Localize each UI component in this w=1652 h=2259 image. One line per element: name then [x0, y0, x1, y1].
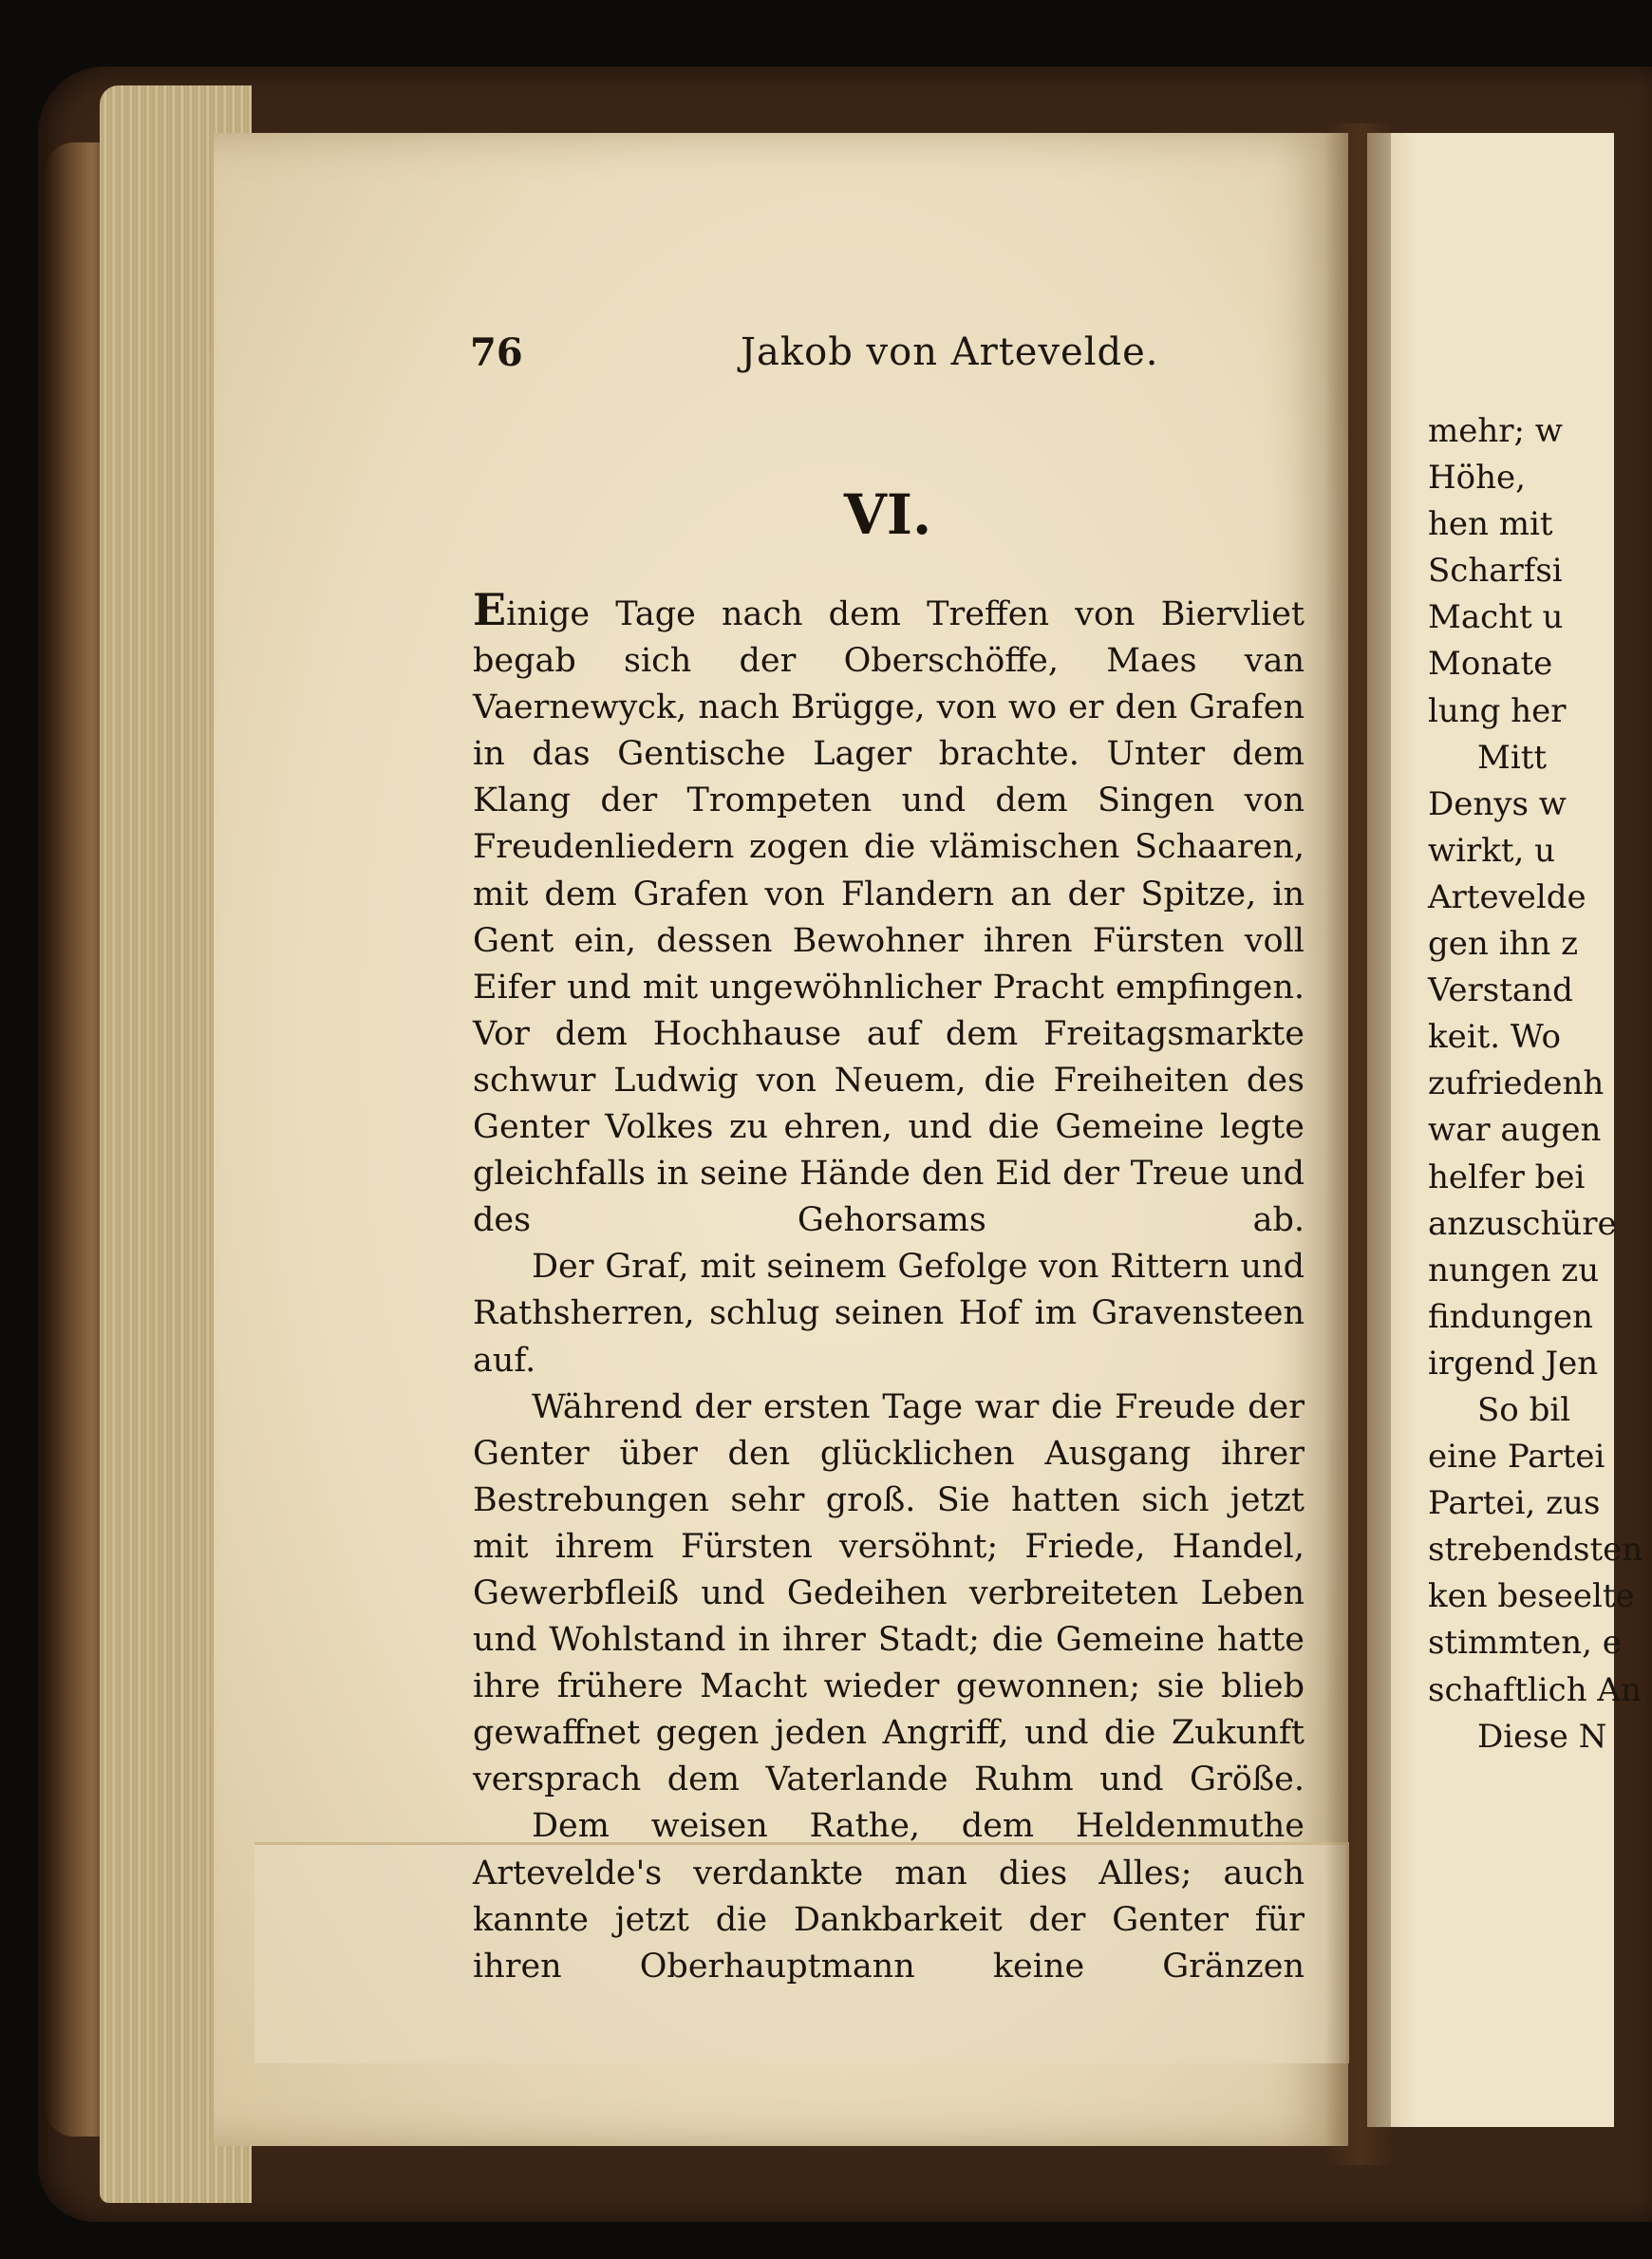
running-head: [470, 330, 1315, 387]
right-page-text: [1428, 408, 1643, 1760]
right-line: Höhe,: [1428, 459, 1526, 498]
right-line: Mitt: [1477, 738, 1548, 777]
right-line: lung her: [1428, 691, 1567, 730]
right-line: eine Partei: [1428, 1438, 1605, 1477]
book-gutter: [1324, 123, 1391, 2165]
right-line: Denys w: [1428, 784, 1567, 823]
right-line: hen mit: [1428, 505, 1553, 544]
right-line: findungen: [1428, 1297, 1593, 1336]
drop-cap: E: [473, 584, 507, 635]
right-line: schaftlich An: [1428, 1670, 1642, 1709]
paragraph-1-text: inige Tage nach dem Treffen von Biervliet begab sich der Oberschöffe, Maes van Vaernewyck, nach Brügge, von wo er den Grafen in das Gentische Lager brachte. Unter dem Klang der Trompeten und dem Singen von Freudenliedern zogen die vlämischen Schaaren, mit dem Grafen von Flandern an der Spitze, in Gent ein, dessen Bewohner ihren Fürsten voll Eifer und mit ungewöhnlicher Pracht empfingen. Vor dem Hochhause auf dem Freitagsmarkte schwur Ludwig von Neuem, die Freiheiten des Genter Volkes zu ehren, und die Gemeine legte gleichfalls in seine Hände den Eid der Treue und des Gehorsams ab.: [473, 595, 1305, 1240]
right-line: helfer bei: [1428, 1158, 1586, 1196]
right-line: anzuschüre: [1428, 1204, 1617, 1243]
right-line: Macht u: [1428, 598, 1564, 637]
right-line: war augen: [1428, 1111, 1602, 1150]
right-line: Diese N: [1477, 1717, 1607, 1756]
paragraph-3: Während der ersten Tage war die Freude der Genter über den glücklichen Ausgang ihrer Bestrebungen sehr groß. Sie hatten sich jetzt mit ihrem Fürsten versöhnt; Friede, Handel, Gewerbfleiß und Gedeihen verbreiteten Leben und Wohlstand in ihrer Stadt; die Gemeine hatte ihre frühere Macht wieder gewonnen; sie blieb gewaffnet gegen jeden Angriff, und die Zukunft versprach dem Vaterlande Ruhm und Größe.: [473, 1387, 1305, 1799]
right-line: keit. Wo: [1428, 1018, 1561, 1057]
paragraph-4: Dem weisen Rathe, dem Heldenmuthe Artevelde's verdankte man dies Alles; auch kannte jetzt die Dankbarkeit der Genter für ihren Oberhauptmann keine Gränzen: [473, 1807, 1305, 1986]
right-line: nungen zu: [1428, 1251, 1600, 1290]
right-line: strebendsten: [1428, 1531, 1643, 1570]
right-line: zufriedenh: [1428, 1064, 1605, 1103]
running-title: Jakob von Artevelde.: [741, 330, 1159, 374]
right-line: irgend Jen: [1428, 1344, 1599, 1383]
page-number: 76: [470, 330, 523, 375]
right-line: Partei, zus: [1428, 1484, 1601, 1523]
paragraph-1: [473, 584, 1305, 1244]
right-line: wirkt, u: [1428, 831, 1556, 870]
right-line: Scharfsi: [1428, 552, 1563, 591]
right-line: Artevelde: [1428, 877, 1586, 916]
right-line: gen ihn z: [1428, 925, 1578, 964]
body-text: [473, 584, 1305, 1990]
right-line: mehr; w: [1428, 412, 1563, 450]
paragraph-2: Der Graf, mit seinem Gefolge von Rittern und Rathsherren, schlug seinen Hof im Gravensteen auf.: [473, 1248, 1305, 1380]
right-line: So bil: [1477, 1390, 1571, 1429]
right-line: stimmten, e: [1428, 1624, 1622, 1663]
chapter-number: VI.: [843, 482, 932, 547]
right-line: Monate: [1428, 645, 1553, 684]
right-line: Verstand: [1428, 971, 1573, 1010]
right-line: ken beseelte: [1428, 1577, 1635, 1616]
